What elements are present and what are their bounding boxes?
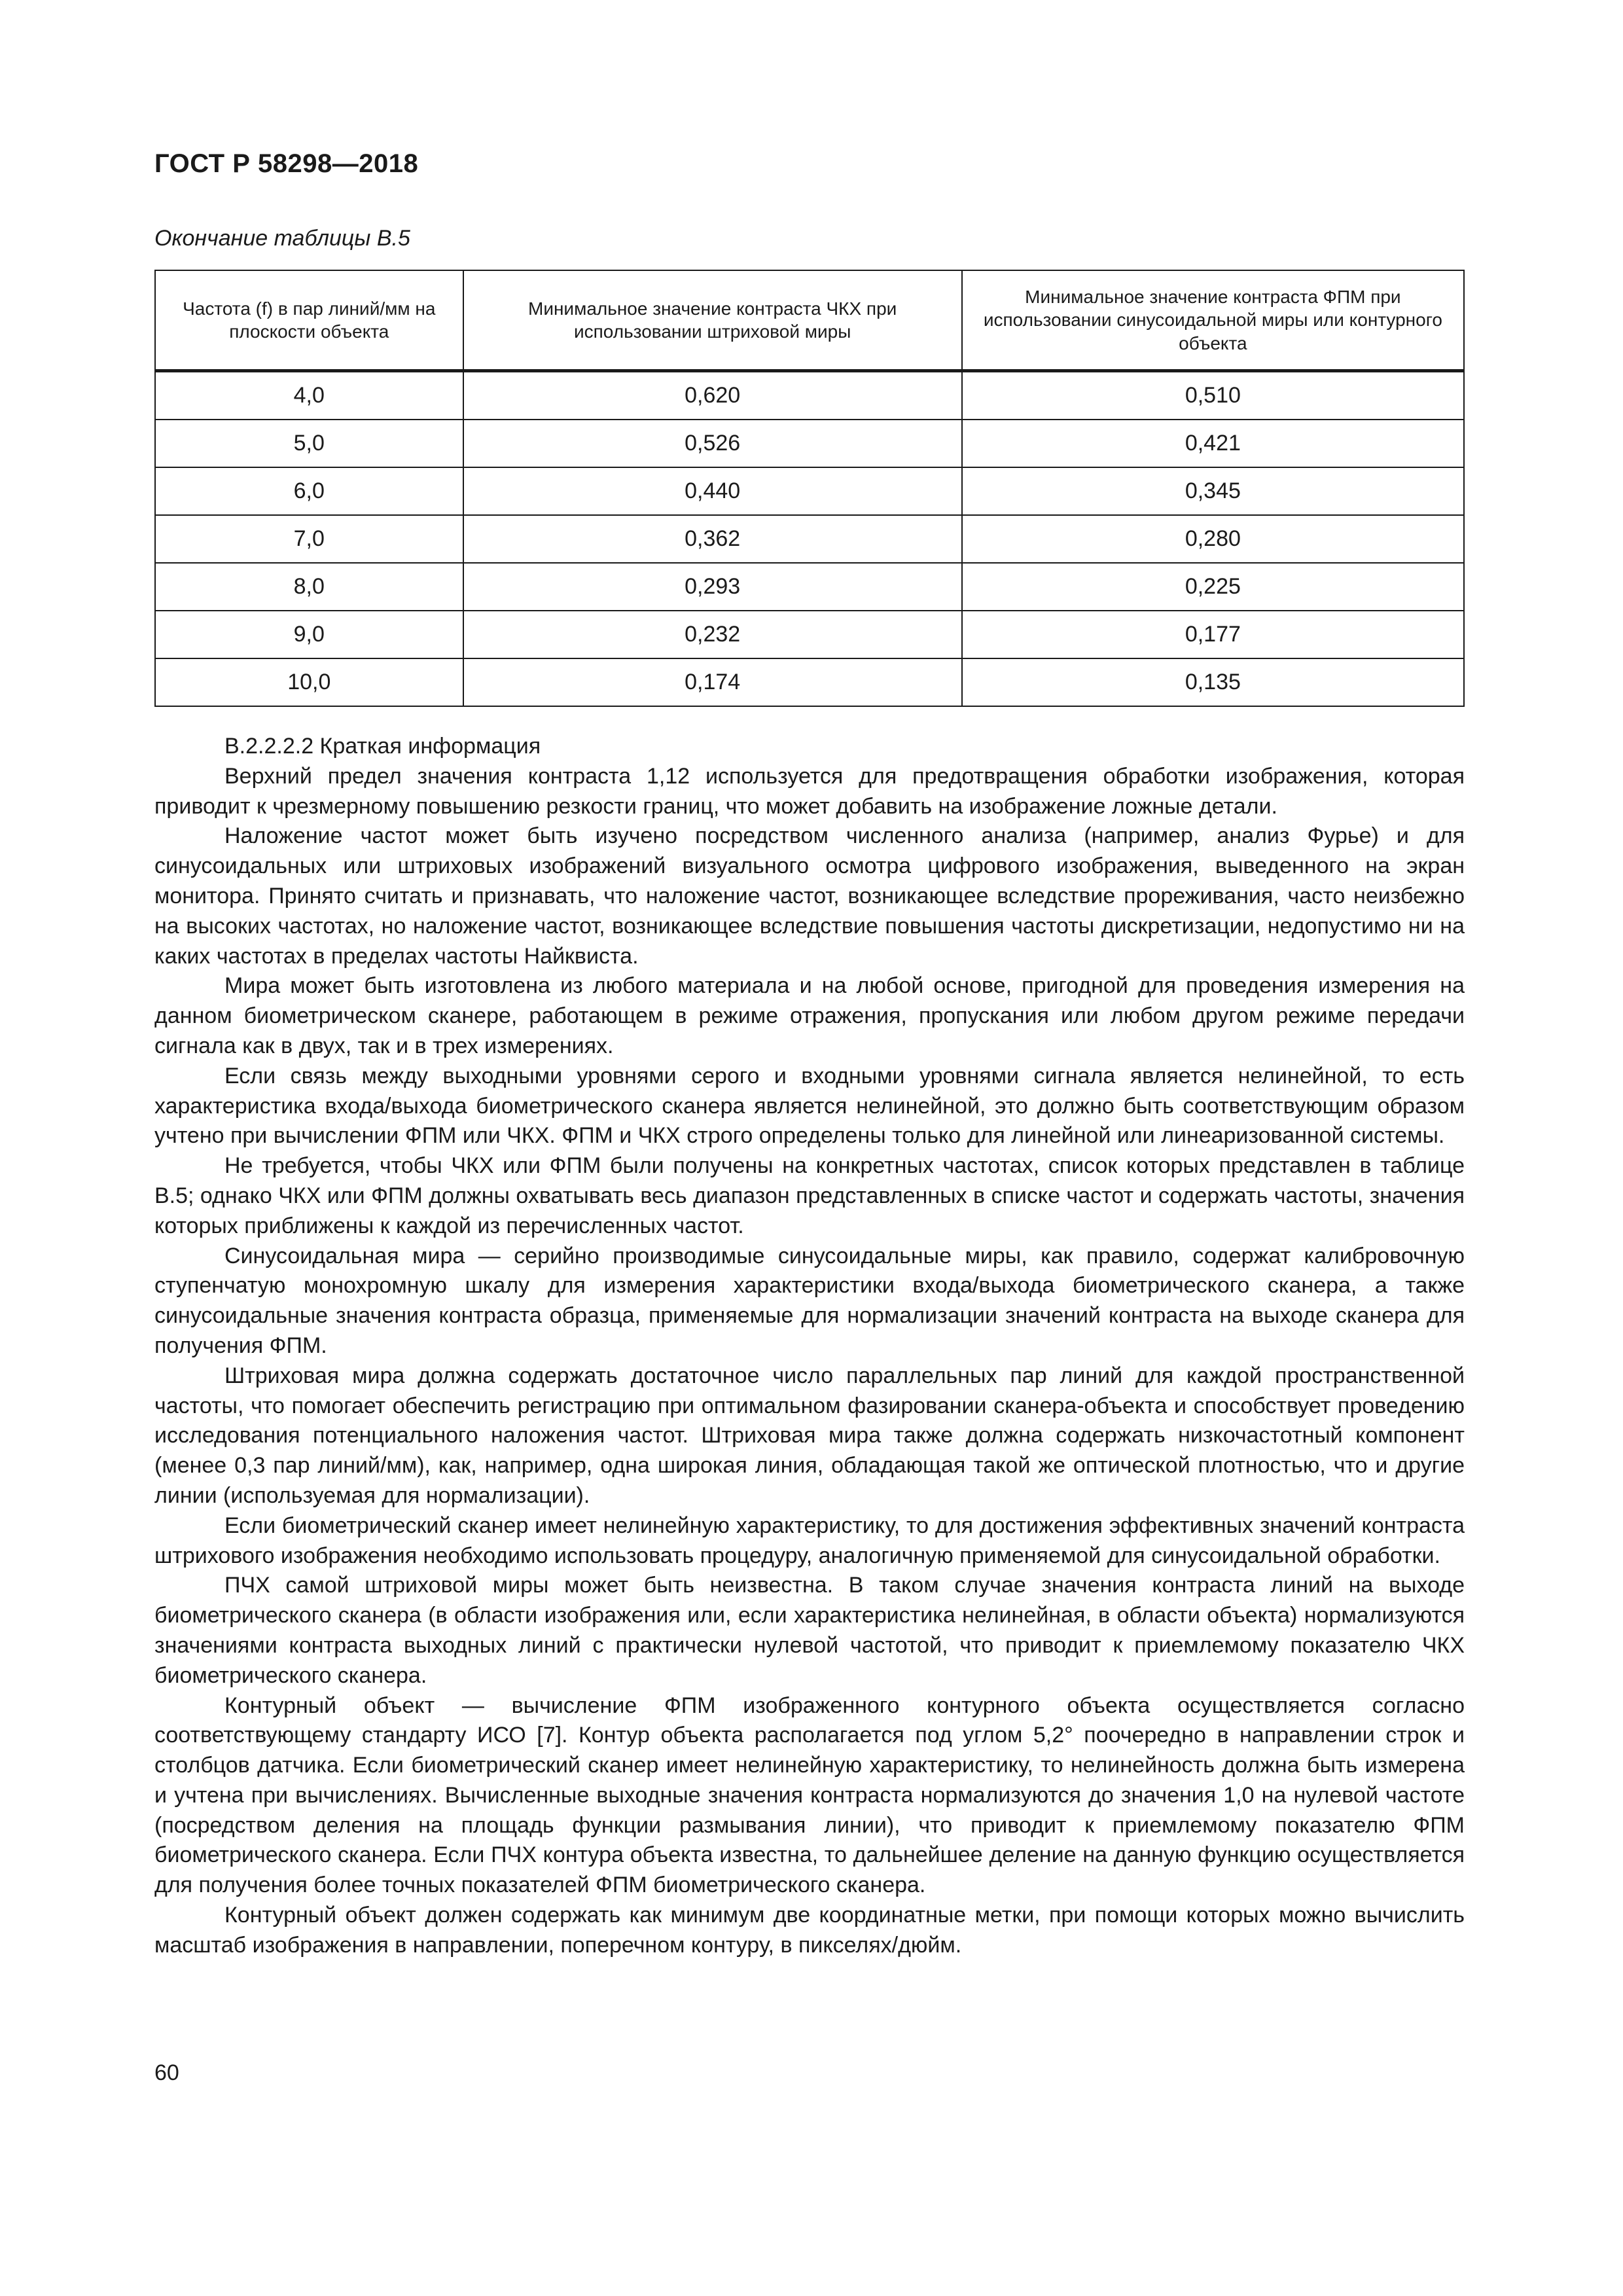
cell-mtf: 0,225 bbox=[962, 563, 1464, 611]
cell-mtf: 0,510 bbox=[962, 371, 1464, 420]
paragraph: Контурный объект — вычисление ФПМ изображенного контурного объекта осуществляется согласно соответствующему стандарту ИСО [7]. Контур объекта располагается под углом 5,2° поочередно в направлении строк и столбцов датчика. Если биометрический сканер имеет нелинейную характеристику, то нелинейность должна быть измерена и учтена при вычислениях. Вычисленные выходные значения контраста нормализуются до значения 1,0 на нулевой частоте (посредством деления на площадь функции размывания линии), что приводит к приемлемому показателю ФПМ биометрического сканера. Если ПЧХ контура объекта известна, то дальнейшее деление на данную функцию осуществляется для получения более точных показателей ФПМ биометрического сканера. bbox=[154, 1693, 1465, 1898]
paragraph: Мира может быть изготовлена из любого материала и на любой основе, пригодной для проведения измерения на данном биометрическом сканере, работающем в режиме отражения, пропускания или любом другом режиме передачи сигнала как в двух, так и в трех измерениях. bbox=[154, 973, 1465, 1058]
paragraph: Контурный объект должен содержать как минимум две координатные метки, при помощи которых можно вычислить масштаб изображения в направлении, поперечном контуру, в пикселях/дюйм. bbox=[154, 1903, 1465, 1958]
paragraph: Синусоидальная мира — серийно производимые синусоидальные миры, как правило, содержат калибровочную ступенчатую монохромную шкалу для измерения характеристики входа/выхода биометрического сканера, а также синусоидальные значения контраста образца, применяемые для нормализации значений контраста на выходе сканера для получения ФПМ. bbox=[154, 1243, 1465, 1358]
contrast-table bbox=[154, 270, 1465, 707]
paragraph: Наложение частот может быть изучено посредством численного анализа (например, анализ Фурье) и для синусоидальных или штриховых изображений визуального осмотра цифрового изображения, выведенного на экран монитора. Принято считать и признавать, что наложение частот, возникающее вследствие прореживания, часто неизбежно на высоких частотах, но наложение частот, возникающее вследствие повышения частоты дискретизации, недопустимо ни на каких частотах в пределах частоты Найквиста. bbox=[154, 823, 1465, 969]
cell-ctf: 0,440 bbox=[463, 467, 962, 515]
table-row bbox=[155, 467, 1464, 515]
paragraph: Не требуется, чтобы ЧКХ или ФПМ были получены на конкретных частотах, список которых представлен в таблице В.5; однако ЧКХ или ФПМ должны охватывать весь диапазон представленных в списке частот и содержать частоты, значения которых приближены к каждой из перечисленных частот. bbox=[154, 1153, 1465, 1238]
cell-frequency: 10,0 bbox=[155, 658, 463, 706]
cell-mtf: 0,280 bbox=[962, 515, 1464, 563]
cell-ctf: 0,232 bbox=[463, 611, 962, 658]
cell-ctf: 0,362 bbox=[463, 515, 962, 563]
cell-frequency: 4,0 bbox=[155, 371, 463, 420]
cell-ctf: 0,526 bbox=[463, 420, 962, 467]
page-number: 60 bbox=[154, 2060, 179, 2085]
table-row bbox=[155, 515, 1464, 563]
paragraph: Штриховая мира должна содержать достаточное число параллельных пар линий для каждой пространственной частоты, что помогает обеспечить регистрацию при оптимальном фазировании сканера-объекта и способствует проведению исследования потенциального наложения частот. Штриховая мира также должна содержать низкочастотный компонент (менее 0,3 пар линий/мм), как, например, одна широкая линия, обладающая такой же оптической плотностью, что и другие линии (используемая для нормализации). bbox=[154, 1363, 1465, 1508]
header-frequency: Частота (f) в пар линий/мм на плоскости объекта bbox=[155, 270, 463, 371]
cell-frequency: 8,0 bbox=[155, 563, 463, 611]
cell-frequency: 9,0 bbox=[155, 611, 463, 658]
cell-mtf: 0,345 bbox=[962, 467, 1464, 515]
paragraph: Если биометрический сканер имеет нелинейную характеристику, то для достижения эффективных значений контраста штрихового изображения необходимо использовать процедуру, аналогичную применяемой для синусоидальной обработки. bbox=[154, 1513, 1465, 1568]
paragraph: Если связь между выходными уровнями серого и входными уровнями сигнала является нелинейной, то есть характеристика входа/выхода биометрического сканера является нелинейной, это должно быть соответствующим образом учтено при вычислении ФПМ или ЧКХ. ФПМ и ЧКХ строго определены только для линейной или линеаризованной системы. bbox=[154, 1063, 1465, 1149]
body-text bbox=[154, 732, 1465, 1961]
cell-ctf: 0,620 bbox=[463, 371, 962, 420]
document-header: ГОСТ Р 58298—2018 bbox=[154, 149, 419, 178]
section-title: В.2.2.2.2 Краткая информация bbox=[224, 734, 541, 759]
cell-frequency: 7,0 bbox=[155, 515, 463, 563]
table-row bbox=[155, 371, 1464, 420]
header-mtf-contrast: Минимальное значение контраста ФПМ при использовании синусоидальной миры или контурного объекта bbox=[962, 270, 1464, 371]
cell-mtf: 0,421 bbox=[962, 420, 1464, 467]
cell-frequency: 6,0 bbox=[155, 467, 463, 515]
table-row bbox=[155, 658, 1464, 706]
table-caption: Окончание таблицы В.5 bbox=[154, 226, 410, 251]
cell-ctf: 0,174 bbox=[463, 658, 962, 706]
header-ctf-contrast: Минимальное значение контраста ЧКХ при использовании штриховой миры bbox=[463, 270, 962, 371]
table-header-row bbox=[155, 270, 1464, 371]
table-row bbox=[155, 420, 1464, 467]
table-row bbox=[155, 611, 1464, 658]
cell-mtf: 0,177 bbox=[962, 611, 1464, 658]
paragraph: ПЧХ самой штриховой миры может быть неизвестна. В таком случае значения контраста линий на выходе биометрического сканера (в области изображения или, если характеристика нелинейная, в области объекта) нормализуются значениями контраста выходных линий с практически нулевой частотой, что приводит к приемлемому показателю ЧКХ биометрического сканера. bbox=[154, 1573, 1465, 1688]
cell-mtf: 0,135 bbox=[962, 658, 1464, 706]
cell-ctf: 0,293 bbox=[463, 563, 962, 611]
paragraph: Верхний предел значения контраста 1,12 используется для предотвращения обработки изображения, которая приводит к чрезмерному повышению резкости границ, что может добавить на изображение ложные детали. bbox=[154, 763, 1465, 819]
cell-frequency: 5,0 bbox=[155, 420, 463, 467]
table-row bbox=[155, 563, 1464, 611]
